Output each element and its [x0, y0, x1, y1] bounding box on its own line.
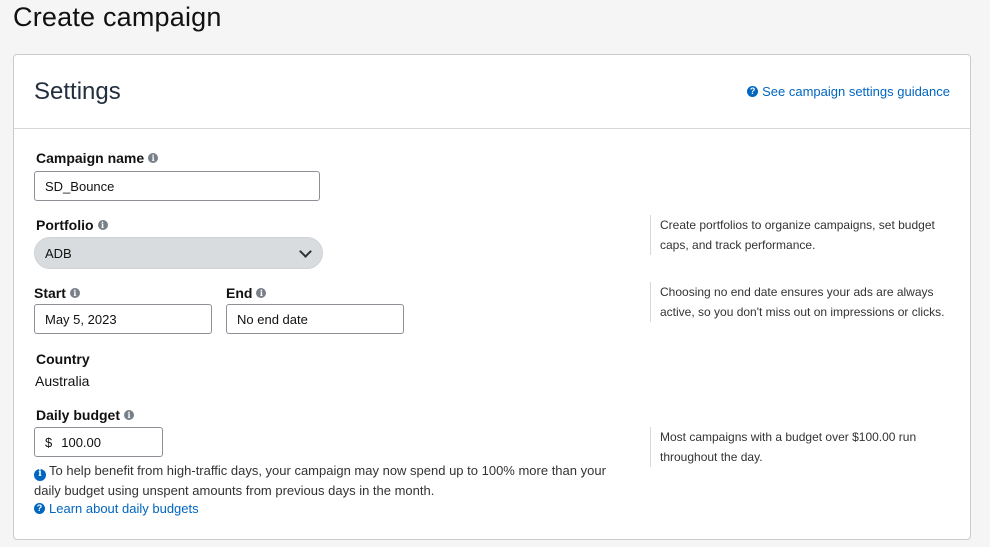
portfolio-select[interactable]: ADB: [34, 237, 323, 269]
country-label: Country: [36, 351, 90, 367]
end-date-help-text: Choosing no end date ensures your ads are always active, so you don't miss out on impressions or clicks.: [650, 282, 960, 322]
question-icon: ?: [34, 503, 45, 514]
campaign-name-label: Campaign name i: [36, 150, 158, 166]
portfolio-help-text: Create portfolios to organize campaigns, set budget caps, and track performance.: [650, 215, 960, 255]
question-icon: ?: [747, 86, 758, 97]
daily-budget-note: i To help benefit from high-traffic days, your campaign may now spend up to 100% more than your daily budget using unspent amounts from previous days in the month.: [34, 463, 606, 498]
campaign-settings-guidance-link[interactable]: [747, 84, 950, 99]
info-icon[interactable]: i: [70, 288, 80, 298]
portfolio-label: Portfolio i: [36, 217, 108, 233]
daily-budget-label: Daily budget i: [36, 407, 134, 423]
info-icon[interactable]: i: [148, 153, 158, 163]
budget-help-text: Most campaigns with a budget over $100.00 run throughout the day.: [650, 427, 960, 467]
start-date-input[interactable]: May 5, 2023: [34, 304, 212, 334]
settings-card: [13, 54, 971, 540]
daily-budget-input[interactable]: $ 100.00: [34, 427, 163, 457]
learn-about-daily-budgets-link[interactable]: ? Learn about daily budgets: [34, 501, 199, 516]
end-label: End i: [226, 285, 266, 301]
end-date-input[interactable]: No end date: [226, 304, 404, 334]
info-icon[interactable]: i: [256, 288, 266, 298]
settings-header: [14, 55, 970, 129]
chevron-down-icon: [299, 245, 312, 258]
campaign-name-input[interactable]: SD_Bounce: [34, 171, 320, 201]
country-value: Australia: [35, 373, 90, 389]
currency-symbol: $: [45, 434, 53, 450]
info-icon[interactable]: i: [124, 410, 134, 420]
page-title: Create campaign: [13, 2, 222, 32]
info-icon: i: [34, 469, 46, 481]
settings-title: Settings: [34, 78, 121, 105]
start-label: Start i: [34, 285, 80, 301]
guidance-link-label: See campaign settings guidance: [762, 84, 950, 99]
info-icon[interactable]: i: [98, 220, 108, 230]
